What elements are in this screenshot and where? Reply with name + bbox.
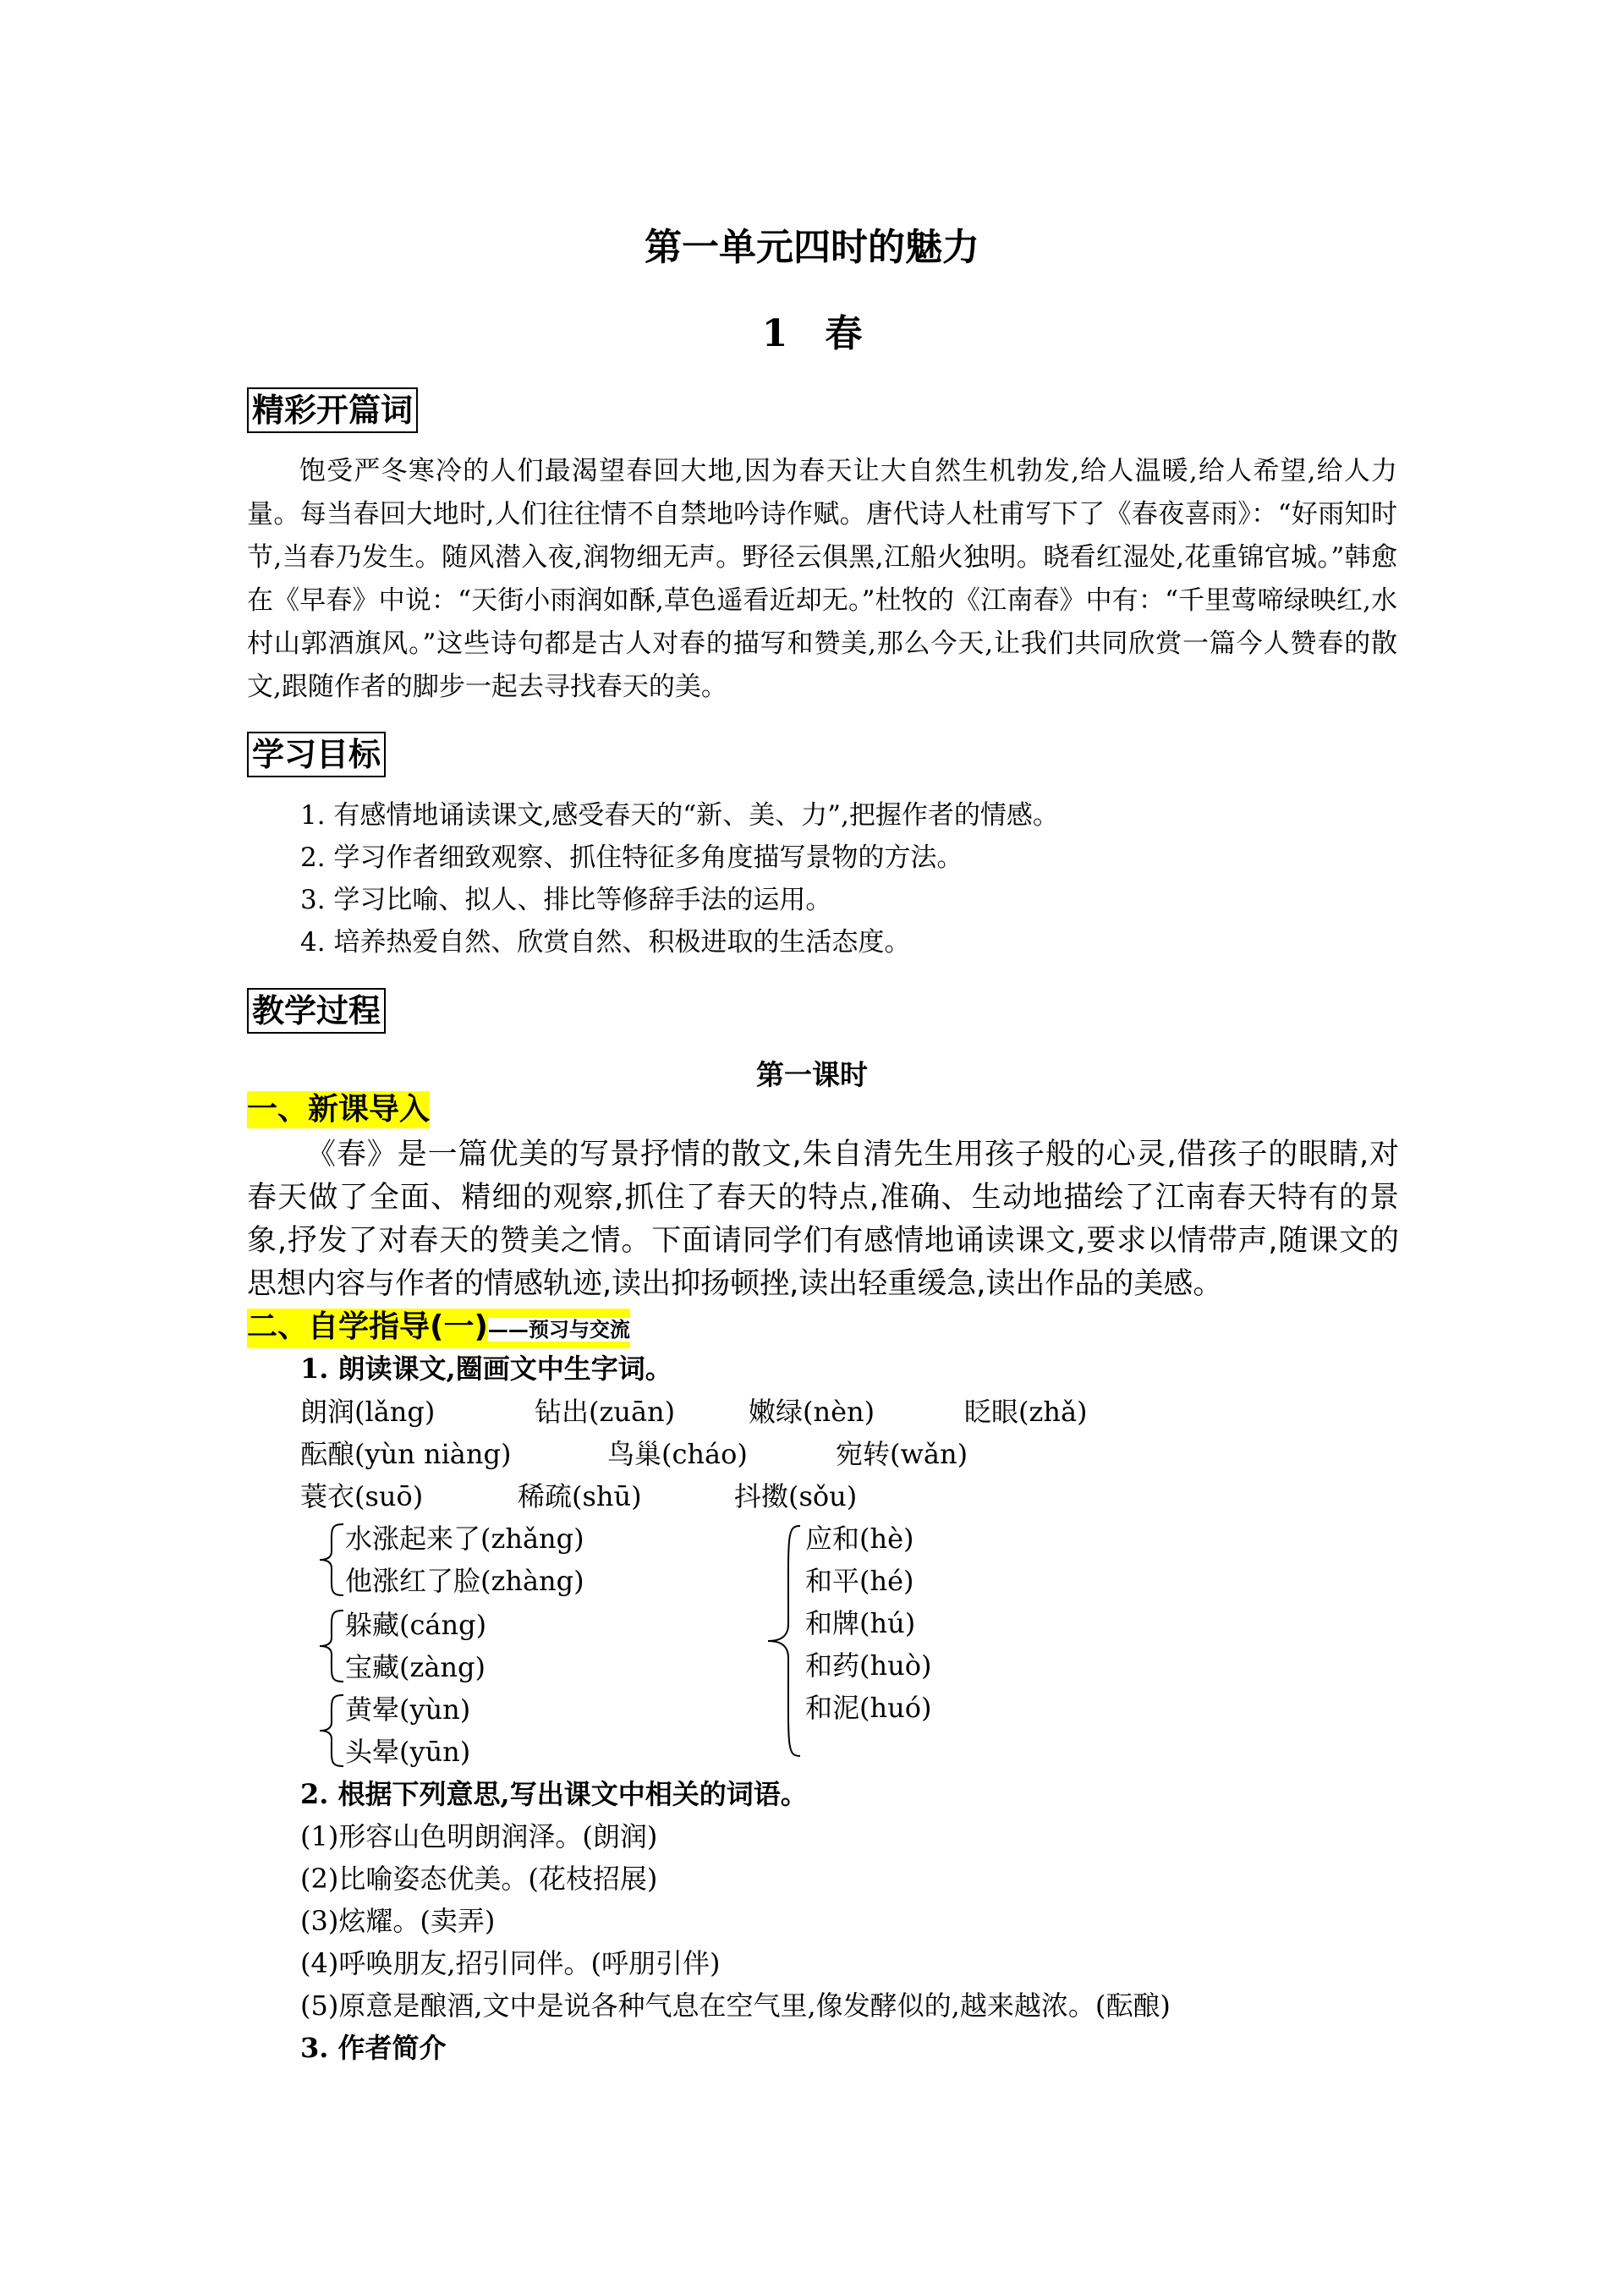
left-brace-icon [306, 1607, 348, 1685]
meaning-item: (4)呼唤朋友,招引同伴。(呼朋引伴) [300, 1947, 721, 1979]
goal-item: 2. 学习作者细致观察、抓住特征多角度描写景物的方法。 [300, 842, 963, 873]
part2-title: 二、自学指导(一) [247, 1309, 488, 1344]
part2-heading [247, 1309, 630, 1348]
task-3: 3. 作者简介 [300, 2032, 447, 2064]
meaning-item: (2)比喻姿态优美。(花枝招展) [300, 1863, 658, 1895]
vocab-word: 嫩绿(nèn) [749, 1396, 875, 1428]
vocab-word: 钻出(zuān) [535, 1396, 676, 1428]
intro-paragraph: 《春》是一篇优美的写景抒情的散文,朱自清先生用孩子般的心灵,借孩子的眼睛,对春天做了全面、精细的观察,抓住了春天的特点,准确、生动地描绘了江南春天特有的景象,抒发了对春天的赞美之情。下面请同学们有感情地诵读课文,要求以情带声,随课文的思想内容与作者的情感轨迹,读出抑扬顿挫,读出轻重缓急,读出作品的美感。 [247, 1138, 1399, 1301]
period-title: 第一课时 [756, 1058, 868, 1091]
vocab-word: 鸟巢(cháo) [607, 1438, 748, 1470]
goals-heading: 学习目标 [247, 732, 386, 777]
left-brace-icon [306, 1692, 348, 1770]
polyphone-word: 宝藏(zàng) [345, 1651, 486, 1683]
vocab-word: 抖擞(sǒu) [734, 1480, 858, 1512]
vocab-word: 朗润(lǎng) [300, 1396, 436, 1428]
polyphone-word: 和牌(hú) [805, 1607, 916, 1639]
polyphone-word: 应和(hè) [805, 1523, 914, 1555]
vocab-word: 稀疏(shū) [518, 1480, 642, 1512]
task-2: 2. 根据下列意思,写出课文中相关的词语。 [300, 1778, 808, 1810]
goal-item: 4. 培养热爱自然、欣赏自然、积极进取的生活态度。 [300, 927, 911, 958]
vocab-word: 眨眼(zhǎ) [964, 1396, 1088, 1428]
opening-heading: 精彩开篇词 [247, 387, 418, 433]
goal-item: 1. 有感情地诵读课文,感受春天的“新、美、力”,把握作者的情感。 [300, 800, 1059, 831]
process-heading: 教学过程 [247, 988, 386, 1034]
polyphone-word: 头晕(yūn) [345, 1736, 471, 1768]
opening-paragraph: 饱受严冬寒冷的人们最渴望春回大地,因为春天让大自然生机勃发,给人温暖,给人希望,给人力量。每当春回大地时,人们往往情不自禁地吟诗作赋。唐代诗人杜甫写下了《春夜喜雨》：“好雨知时节,当春乃发生。随风潜入夜,润物细无声。野径云俱黑,江船火独明。晓看红湿处,花重锦官城。”韩愈在《早春》中说：“天街小雨润如酥,草色遥看近却无。”杜牧的《江南春》中有：“千里莺啼绿映红,水村山郭酒旗风。”这些诗句都是古人对春的描写和赞美,那么今天,让我们共同欣赏一篇今人赞春的散文,跟随作者的脚步一起去寻找春天的美。 [247, 456, 1397, 702]
vocab-word: 宛转(wǎn) [836, 1438, 968, 1470]
polyphone-word: 和平(hé) [805, 1565, 914, 1597]
part1-heading: 一、新课导入 [247, 1092, 431, 1127]
meaning-item: (1)形容山色明朗润泽。(朗润) [300, 1820, 658, 1852]
unit-title: 第一单元四时的魅力 [645, 226, 979, 269]
meaning-item: (5)原意是酿酒,文中是说各种气息在空气里,像发酵似的,越来越浓。(酝酿) [300, 1989, 1171, 2022]
goal-item: 3. 学习比喻、拟人、排比等修辞手法的运用。 [300, 885, 832, 915]
lesson-title [0, 303, 1624, 357]
polyphone-word: 和药(huò) [805, 1649, 932, 1682]
lesson-number: 1 [761, 312, 788, 355]
lesson-name: 春 [825, 312, 863, 355]
polyphone-word: 和泥(huó) [805, 1692, 932, 1724]
polyphone-word: 他涨红了脸(zhàng) [345, 1565, 584, 1597]
polyphone-word: 躲藏(cáng) [345, 1609, 487, 1641]
left-brace-icon [306, 1521, 348, 1599]
polyphone-word: 黄晕(yùn) [345, 1693, 471, 1726]
left-brace-icon [761, 1523, 804, 1759]
part2-subtitle: ——预习与交流 [487, 1318, 630, 1342]
meaning-item: (3)炫耀。(卖弄) [300, 1905, 496, 1937]
task-1: 1. 朗读课文,圈画文中生字词。 [300, 1353, 672, 1385]
vocab-word: 蓑衣(suō) [300, 1480, 424, 1512]
vocab-word: 酝酿(yùn niàng) [300, 1438, 512, 1470]
polyphone-word: 水涨起来了(zhǎng) [345, 1523, 584, 1555]
